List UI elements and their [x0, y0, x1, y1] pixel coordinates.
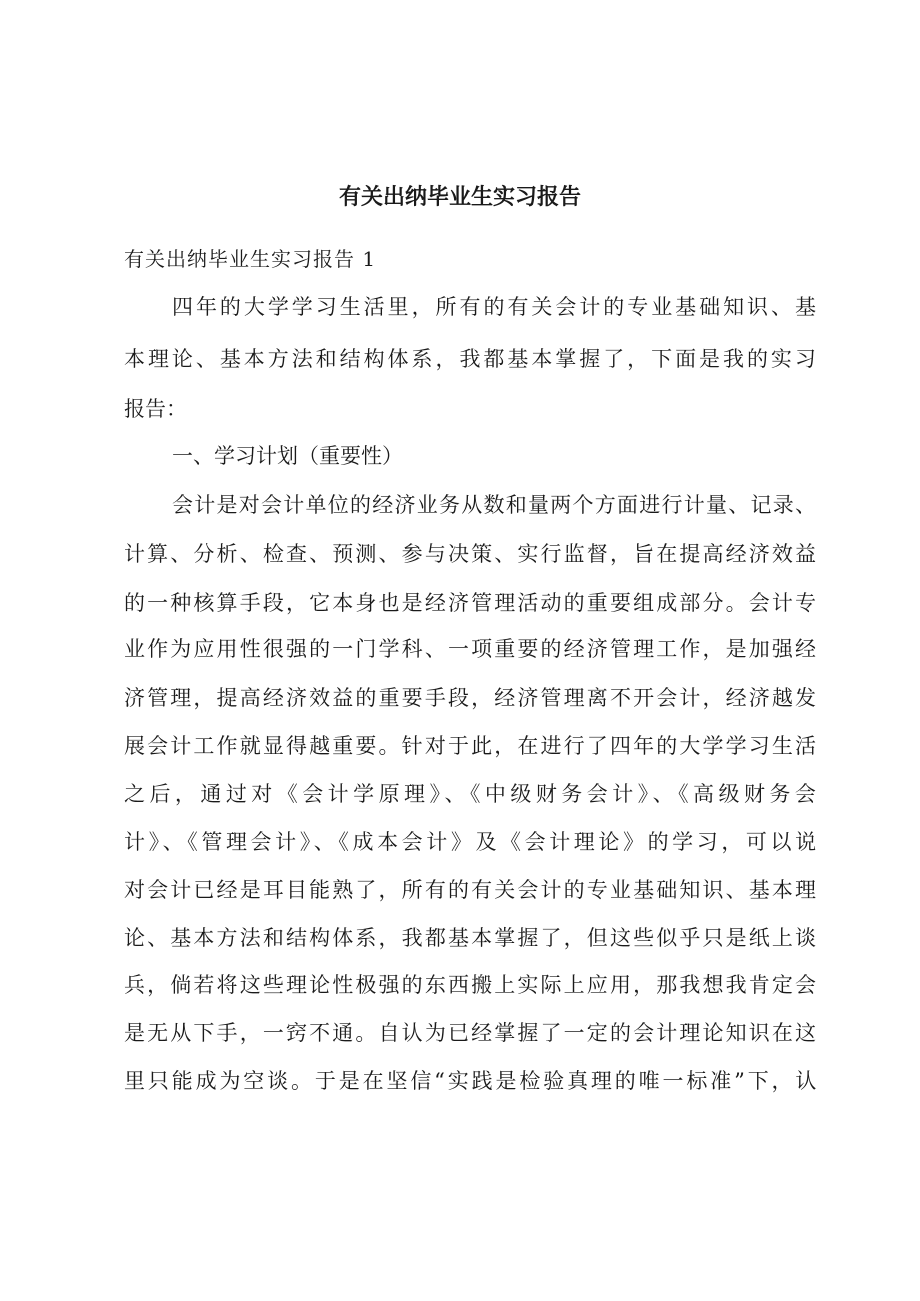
body-line: 之后，通过对《会计学原理》、《中级财务会计》、《高级财务会 — [124, 782, 821, 806]
section-heading: 一、学习计划（重要性） — [172, 444, 403, 468]
document-title: 有关出纳毕业生实习报告 — [338, 185, 581, 210]
body-line: 的一种核算手段，它本身也是经济管理活动的重要组成部分。会计专 — [124, 591, 819, 615]
body-line: 是无从下手，一窍不通。自认为已经掌握了一定的会计理论知识在这 — [124, 1021, 819, 1045]
body-line: 里只能成为空谈。于是在坚信“实践是检验真理的唯一标准”下，认 — [124, 1069, 820, 1093]
section-subtitle: 有关出纳毕业生实习报告 1 — [124, 247, 377, 271]
body-line: 报告： — [124, 397, 187, 421]
body-line: 四年的大学学习生活里，所有的有关会计的专业基础知识、基 — [172, 295, 819, 319]
body-line: 兵，倘若将这些理论性极强的东西搬上实际上应用，那我想我肯定会 — [124, 973, 819, 997]
body-line: 计》、《管理会计》、《成本会计》及《会计理论》的学习，可以说 — [124, 830, 820, 854]
body-line: 会计是对会计单位的经济业务从数和量两个方面进行计量、记录、 — [172, 493, 818, 517]
body-line: 论、基本方法和结构体系，我都基本掌握了，但这些似乎只是纸上谈 — [124, 926, 819, 950]
body-line: 对会计已经是耳目能熟了，所有的有关会计的专业基础知识、基本理 — [124, 878, 819, 902]
body-line: 计算、分析、检查、预测、参与决策、实行监督，旨在提高经济效益 — [124, 542, 819, 566]
body-line: 本理论、基本方法和结构体系，我都基本掌握了，下面是我的实习 — [124, 347, 819, 371]
body-line: 展会计工作就显得越重要。针对于此，在进行了四年的大学学习生活 — [124, 734, 819, 758]
body-line: 济管理，提高经济效益的重要手段，经济管理离不开会计，经济越发 — [124, 686, 819, 710]
body-line: 业作为应用性很强的一门学科、一项重要的经济管理工作，是加强经 — [124, 637, 819, 661]
